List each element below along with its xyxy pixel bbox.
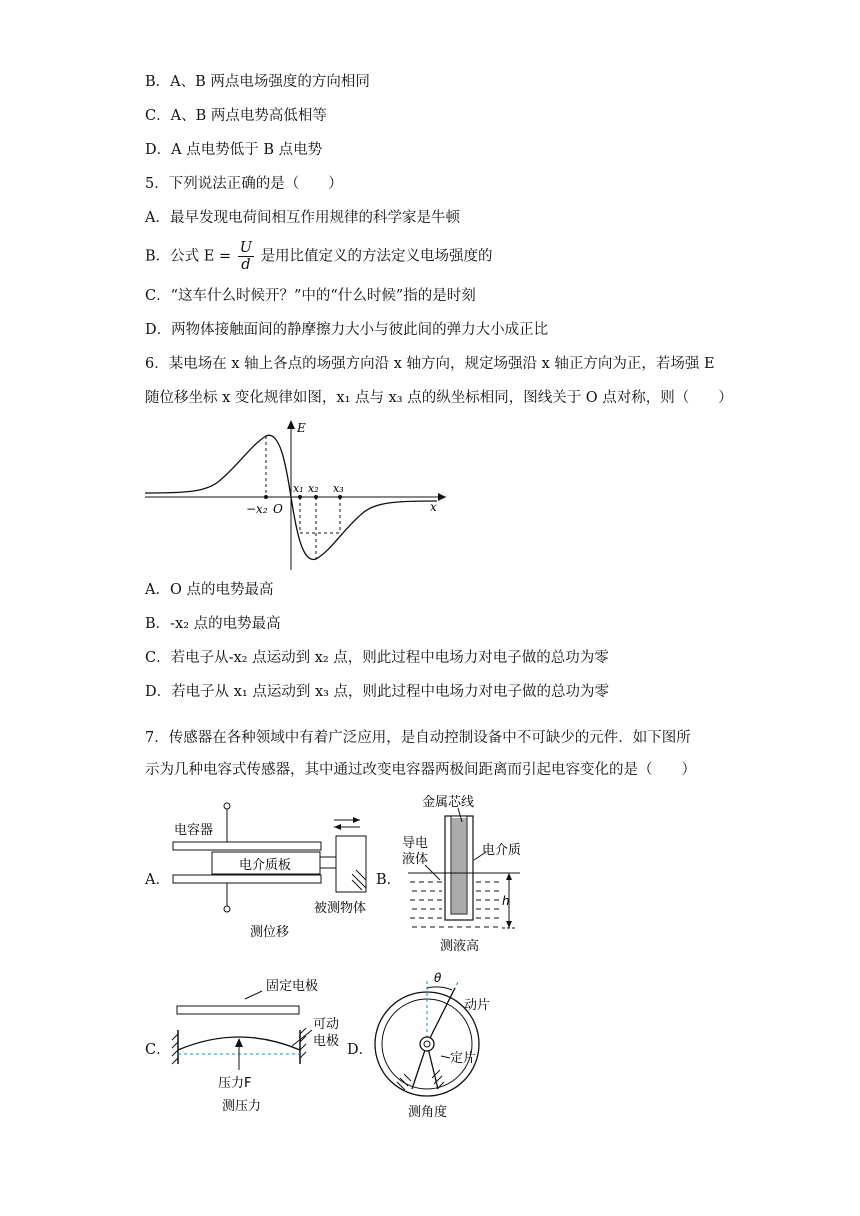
q6-option-a: A．O 点的电势最高 [145,582,274,598]
q4-option-d: D．A 点电势低于 B 点电势 [145,142,323,158]
q6-option-d: D．若电子从 x₁ 点运动到 x₃ 点，则此过程中电场力对电子做的总功为零 [145,684,610,700]
label-origin: O [273,502,283,516]
q6-option-c: C．若电子从-x₂ 点运动到 x₂ 点，则此过程中电场力对电子做的总功为零 [145,650,609,666]
point-x2 [314,495,318,499]
q7-stem-line2: 示为几种电容式传感器，其中通过改变电容器两极间距离而引起电容变化的是（ ） [145,762,696,778]
terminal-top-node [224,803,230,809]
metal-core [451,818,467,914]
caption-pressure: 测压力 [222,1099,262,1114]
label-x2: x₂ [308,482,319,495]
label-h: h [502,894,510,908]
left-wall-hatch [172,1034,178,1064]
label-axis-x: x [430,500,437,514]
x-axis-arrow [438,493,446,501]
leader-fixed [245,991,262,999]
connector-rod [320,857,336,868]
label-fixed-electrode: 固定电极 [266,979,319,994]
label-x3: x₃ [333,482,344,495]
figure-b-label: B． [376,872,402,888]
figure-d-angle [370,962,510,1122]
label-measured-object: 被测物体 [314,901,367,916]
label-pressure-force: 压力F [218,1076,252,1091]
label-dielectric: 电介质 [482,843,522,858]
theta-arc [427,987,452,990]
point-x1 [298,495,302,499]
figure-a-label: A． [145,872,170,888]
label-theta: θ [434,971,442,985]
q5-stem: 5．下列说法正确的是（ ） [145,176,343,192]
q4-option-c: C．A、B 两点电势高低相等 [145,108,327,124]
label-metal-core: 金属芯线 [422,795,475,810]
fraction-denominator: d [241,257,251,273]
label-capacitor: 电容器 [174,823,214,838]
q5-option-b-suffix: 是用比值定义的方法定义电场强度的 [260,248,493,265]
q5-option-c: C．“这车什么时候开？”中的“什么时候”指的是时刻 [145,288,476,304]
label-movable-line1: 可动 [313,1017,340,1032]
fixed-electrode [177,1006,299,1014]
label-fixed-plate: 定片 [450,1051,477,1066]
label-x1: x₁ [293,482,304,495]
y-axis-arrow [287,420,295,429]
point-x3 [338,495,342,499]
formula-fraction [238,240,254,273]
label-liquid-line2: 液体 [402,852,429,867]
h-arrow-bottom [506,921,512,928]
caption-angle: 测角度 [408,1105,448,1120]
fraction-numerator: U [239,240,252,256]
figure-c-pressure [165,965,375,1115]
q5-option-b-prefix: B．公式 E = [145,248,232,265]
q5-option-d: D．两物体接触面间的静摩擦力大小与彼此间的弹力大小成正比 [145,322,549,338]
figure-b-liquid-level [398,792,538,957]
q7-stem-line1: 7．传感器在各种领域中有着广泛应用，是自动控制设备中不可缺少的元件．如下图所 [145,730,691,746]
label-liquid-line1: 导电 [402,836,429,851]
q5-option-a: A．最早发现电荷间相互作用规律的科学家是牛顿 [145,210,460,226]
right-wall-hatch [300,1028,306,1058]
label-dielectric-slab: 电介质板 [239,858,292,873]
q5-option-b [145,240,493,273]
pivot-inner [424,1041,430,1047]
q4-option-b: B．A、B 两点电场强度的方向相同 [145,74,370,90]
q6-stem-line2: 随位移坐标 x 变化规律如图，x₁ 点与 x₃ 点的纵坐标相同，图线关于 O 点对称，则（ ） [145,390,733,406]
arrow-left-head [334,824,341,830]
caption-liquid-level: 测液高 [440,939,480,954]
bottom-plate [173,875,321,883]
terminal-bottom-node [224,906,230,912]
field-graph [140,415,460,575]
h-arrow-top [506,873,512,880]
label-movable-line2: 电极 [313,1034,340,1049]
top-plate [173,842,321,850]
figure-d-label: D． [347,1042,374,1058]
point-neg-x2 [264,495,268,499]
label-axis-e: E [297,421,306,435]
force-arrow-head [235,1038,243,1047]
arrow-right-head [353,817,360,823]
figure-a-displacement [165,800,385,950]
caption-displacement: 测位移 [250,925,290,940]
label-moving-plate: 动片 [464,998,491,1013]
q6-stem-line1: 6．某电场在 x 轴上各点的场强方向沿 x 轴方向，规定场强沿 x 轴正方向为正，若场强 E [145,356,715,372]
label-neg-x2: −x₂ [246,502,268,516]
figure-c-label: C． [145,1042,171,1058]
q6-option-b: B．-x₂ 点的电势最高 [145,616,281,632]
